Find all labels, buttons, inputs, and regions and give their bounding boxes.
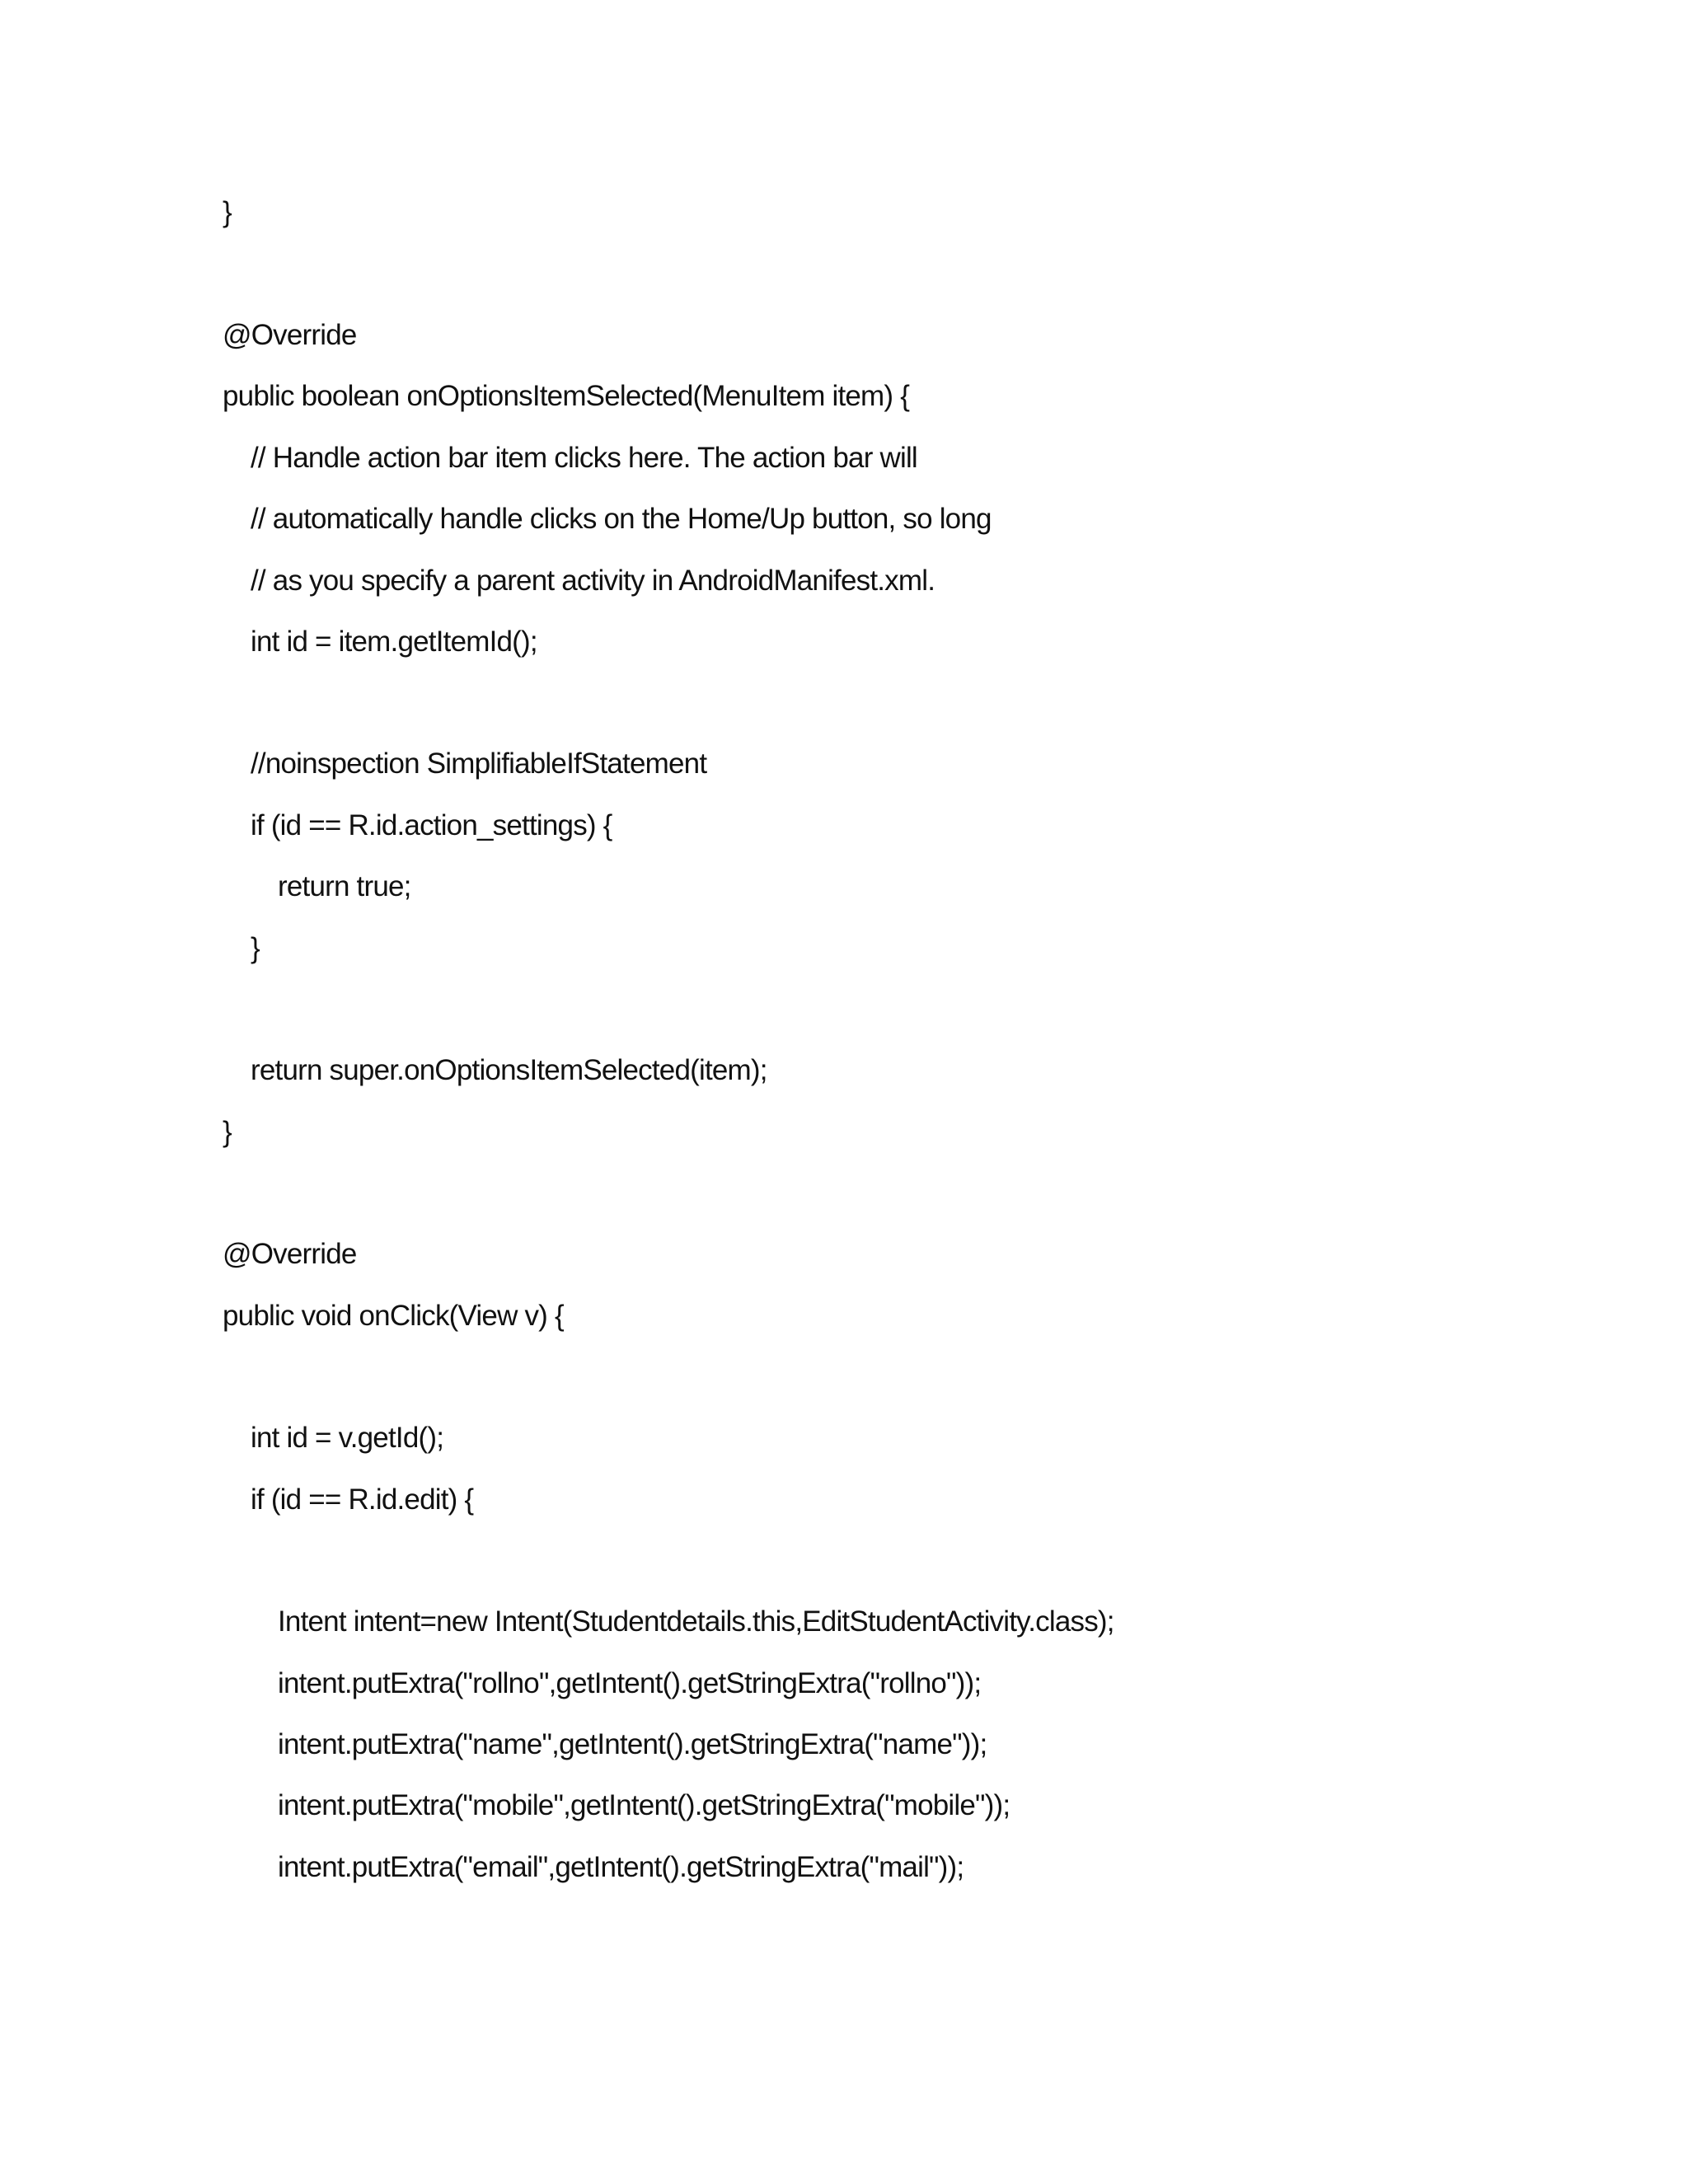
code-line: int id = item.getItemId(); (251, 626, 537, 658)
code-line: } (251, 932, 260, 964)
code-line: public void onClick(View v) { (223, 1300, 564, 1332)
code-line: } (223, 1116, 232, 1148)
code-line: if (id == R.id.edit) { (251, 1483, 474, 1516)
code-line: @Override (223, 1238, 357, 1270)
code-line: if (id == R.id.action_settings) { (251, 809, 612, 841)
code-line: intent.putExtra("mobile",getIntent().getStringExtra("mobile")); (278, 1789, 1010, 1821)
code-line: public boolean onOptionsItemSelected(MenuItem item) { (223, 380, 910, 412)
code-line: return super.onOptionsItemSelected(item); (251, 1054, 767, 1086)
code-line: // Handle action bar item clicks here. The action bar will (251, 442, 917, 474)
code-line: } (223, 196, 232, 228)
code-line: intent.putExtra("email",getIntent().getStringExtra("mail")); (278, 1851, 964, 1883)
code-line: @Override (223, 319, 357, 351)
code-line: // automatically handle clicks on the Home/Up button, so long (251, 503, 992, 535)
code-line: return true; (278, 870, 411, 902)
code-line: // as you specify a parent activity in AndroidManifest.xml. (251, 565, 935, 597)
code-line: Intent intent=new Intent(Studentdetails.this,EditStudentActivity.class); (278, 1605, 1114, 1638)
code-line: //noinspection SimplifiableIfStatement (251, 748, 707, 780)
code-line: intent.putExtra("rollno",getIntent().getStringExtra("rollno")); (278, 1667, 982, 1699)
code-line: intent.putExtra("name",getIntent().getStringExtra("name")); (278, 1728, 987, 1760)
code-line: int id = v.getId(); (251, 1422, 444, 1454)
